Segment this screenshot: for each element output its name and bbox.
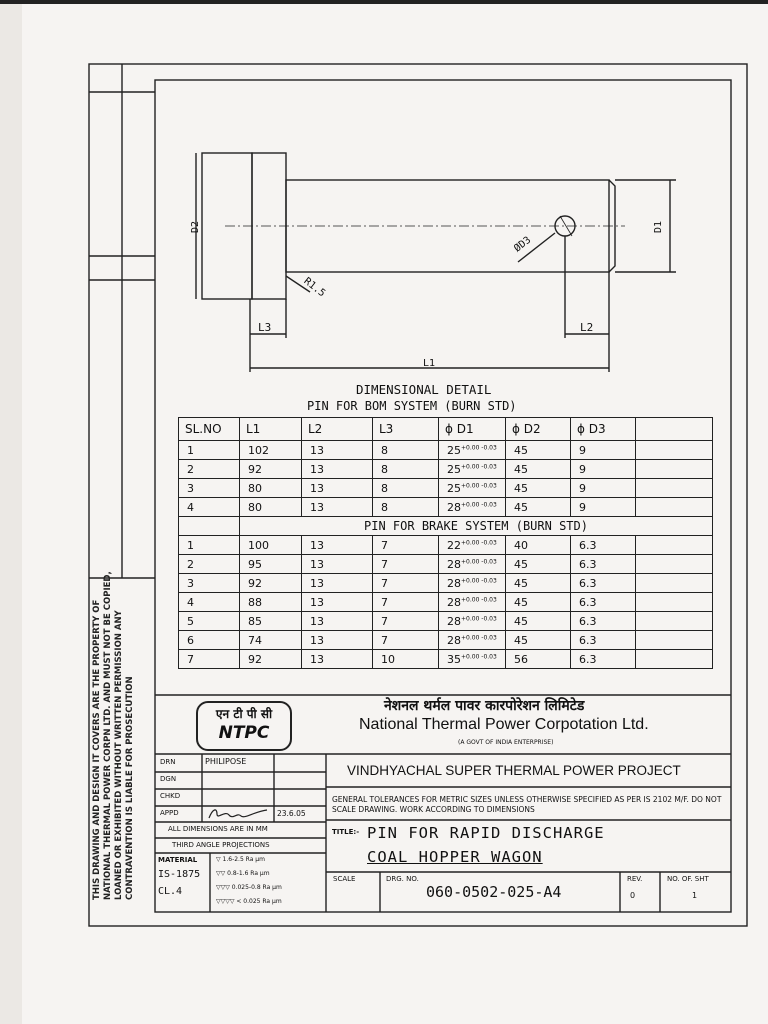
table-cell: 9 [571, 460, 636, 479]
table-cell: 7 [373, 536, 439, 555]
table-cell: 13 [302, 441, 373, 460]
dimensions-note: ALL DIMENSIONS ARE IN MM [168, 825, 268, 833]
table-cell: 8 [373, 441, 439, 460]
company-name-hindi: नेशनल थर्मल पावर कारपोरेशन लिमिटेड [384, 698, 585, 714]
table-cell: 56 [506, 650, 571, 669]
table-cell: 45 [506, 555, 571, 574]
spacer-cell [179, 517, 240, 536]
tolerance-mark: +0.00 -0.03 [461, 557, 497, 565]
table-cell: 13 [302, 612, 373, 631]
table-cell: 80 [240, 479, 302, 498]
table-cell [636, 574, 713, 593]
tolerance-mark: +0.00 -0.03 [461, 652, 497, 660]
table-cell: 6.3 [571, 536, 636, 555]
dim-l3-label: L3 [258, 321, 272, 334]
sheet-count-label: NO. OF. SHT [667, 875, 709, 883]
bom-system-heading: PIN FOR BOM SYSTEM (BURN STD) [307, 399, 517, 413]
table-cell: 7 [373, 612, 439, 631]
tolerance-mark: +0.00 -0.03 [461, 443, 497, 451]
logo-hindi: एन टी पी सी [215, 707, 273, 721]
table-cell: 13 [302, 650, 373, 669]
table-row [179, 460, 713, 479]
finish-2: ▽▽ 0.8-1.6 Ra µm [216, 870, 270, 877]
dgn-label: DGN [160, 775, 177, 783]
title-label: TITLE:- [332, 828, 360, 836]
drawing-number-label: DRG. NO. [386, 875, 419, 883]
table-cell: 13 [302, 631, 373, 650]
table-cell: 88 [240, 593, 302, 612]
col-header: SL.NO [179, 418, 240, 441]
table-cell: 9 [571, 479, 636, 498]
finish-1: ▽ 1.6-2.5 Ra µm [216, 856, 265, 863]
table-cell: 45 [506, 612, 571, 631]
table-cell: 45 [506, 460, 571, 479]
table-cell: 6 [179, 631, 240, 650]
dim-d1-label: D1 [653, 220, 665, 234]
table-cell: 100 [240, 536, 302, 555]
finish-4: ▽▽▽▽ < 0.025 Ra µm [216, 898, 282, 905]
table-cell: 13 [302, 536, 373, 555]
chkd-label: CHKD [160, 792, 181, 800]
table-row [179, 612, 713, 631]
table-cell: 9 [571, 441, 636, 460]
drawing-title-line2: COAL HOPPER WAGON [367, 848, 543, 866]
table-header-row [179, 418, 713, 441]
drn-value: PHILIPOSE [205, 757, 247, 766]
drn-label: DRN [160, 758, 176, 766]
logo-text: NTPC [218, 723, 270, 743]
dim-l1-label: L1 [423, 358, 436, 369]
dim-d3-label: ØD3 [512, 234, 534, 255]
table-cell: 6.3 [571, 631, 636, 650]
table-cell: 7 [373, 593, 439, 612]
rev-label: REV. [627, 875, 643, 883]
rev-value: 0 [630, 891, 636, 900]
radius-label: R1.5 [301, 275, 328, 300]
col-header: ϕ D1 [439, 418, 506, 441]
table-cell: 7 [373, 555, 439, 574]
table-cell [636, 650, 713, 669]
table-cell: 74 [240, 631, 302, 650]
dimensional-detail-heading: DIMENSIONAL DETAIL [356, 382, 492, 397]
table-cell: 6.3 [571, 593, 636, 612]
brake-system-heading: PIN FOR BRAKE SYSTEM (BURN STD) [240, 517, 713, 536]
col-header [636, 418, 713, 441]
col-header: ϕ D3 [571, 418, 636, 441]
table-cell: 80 [240, 498, 302, 517]
table-cell: 13 [302, 460, 373, 479]
dimension-table [178, 417, 713, 669]
material-value: IS-1875 [158, 869, 201, 880]
table-cell: 40 [506, 536, 571, 555]
table-cell: $22^{+0.00 -0.03}$ [439, 536, 506, 555]
col-header: L2 [302, 418, 373, 441]
table-cell [636, 631, 713, 650]
table-cell: $28^{+0.00 -0.03}$ [439, 555, 506, 574]
tolerance-mark: +0.00 -0.03 [461, 595, 497, 603]
table-cell: 8 [373, 479, 439, 498]
table-cell: 9 [571, 498, 636, 517]
table-cell: $28^{+0.00 -0.03}$ [439, 631, 506, 650]
general-tolerances: GENERAL TOLERANCES FOR METRIC SIZES UNLESS OTHERWISE SPECIFIED AS PER IS 2102 M/F. DO NOT SCALE DRAWING. WORK ACCORDING TO DIMENSIONS [332, 795, 722, 814]
table-cell: 7 [373, 574, 439, 593]
table-cell: 85 [240, 612, 302, 631]
table-cell: $25^{+0.00 -0.03}$ [439, 479, 506, 498]
table-cell: 45 [506, 574, 571, 593]
table-cell: 4 [179, 498, 240, 517]
table-cell: 6.3 [571, 574, 636, 593]
scale-label: SCALE [333, 875, 356, 883]
property-notice: THIS DRAWING AND DESIGN IT COVERS ARE THE PROPERTY OF NATIONAL THERMAL POWER CORPN LTD. AND MUST NOT BE COPIED, LOANED OR EXHIBITED WITHOUT WRITTEN PERMISSION ANY CONTRAVENTION IS LIABLE FOR PROSECUTION [92, 571, 135, 900]
table-row [179, 650, 713, 669]
table-cell: 45 [506, 631, 571, 650]
table-cell: $28^{+0.00 -0.03}$ [439, 593, 506, 612]
table-row [179, 479, 713, 498]
table-cell [636, 479, 713, 498]
table-row [179, 574, 713, 593]
dim-l2-label: L2 [580, 321, 594, 334]
drawing-title-line1: PIN FOR RAPID DISCHARGE [367, 824, 605, 842]
table-cell: 4 [179, 593, 240, 612]
table-cell: 13 [302, 498, 373, 517]
table-cell: $28^{+0.00 -0.03}$ [439, 574, 506, 593]
table-cell: 8 [373, 498, 439, 517]
table-cell: 2 [179, 460, 240, 479]
table-cell: 102 [240, 441, 302, 460]
drawing-number: 060-0502-025-A4 [426, 883, 562, 901]
table-row [179, 593, 713, 612]
table-cell: 7 [179, 650, 240, 669]
tolerance-mark: +0.00 -0.03 [461, 462, 497, 470]
ntpc-logo [196, 701, 292, 751]
col-header: L1 [240, 418, 302, 441]
table-cell [636, 555, 713, 574]
tolerance-mark: +0.00 -0.03 [461, 614, 497, 622]
table-cell: 3 [179, 479, 240, 498]
table-cell: 13 [302, 555, 373, 574]
table-row [179, 631, 713, 650]
table-cell: $25^{+0.00 -0.03}$ [439, 460, 506, 479]
table-cell: 13 [302, 593, 373, 612]
finish-3: ▽▽▽ 0.025-0.8 Ra µm [216, 884, 282, 891]
tolerance-mark: +0.00 -0.03 [461, 576, 497, 584]
table-cell: $25^{+0.00 -0.03}$ [439, 441, 506, 460]
table-cell: 92 [240, 460, 302, 479]
section-row [179, 517, 713, 536]
table-cell [636, 441, 713, 460]
material-label: MATERIAL [158, 856, 198, 864]
material-class: CL.4 [158, 886, 183, 897]
table-cell: 1 [179, 536, 240, 555]
sheet-count-value: 1 [692, 891, 698, 900]
appd-label: APPD [160, 809, 179, 817]
table-cell: 6.3 [571, 612, 636, 631]
tolerance-mark: +0.00 -0.03 [461, 500, 497, 508]
table-cell: 3 [179, 574, 240, 593]
appd-date: 23.6.05 [277, 809, 306, 818]
table-row [179, 441, 713, 460]
table-cell: 6.3 [571, 650, 636, 669]
table-cell [636, 612, 713, 631]
table-row [179, 555, 713, 574]
company-name: National Thermal Power Corpotation Ltd. [359, 716, 649, 733]
table-cell: $28^{+0.00 -0.03}$ [439, 498, 506, 517]
table-cell: 5 [179, 612, 240, 631]
table-cell: 1 [179, 441, 240, 460]
col-header: ϕ D2 [506, 418, 571, 441]
table-cell [636, 460, 713, 479]
approval-signature [205, 806, 271, 822]
table-cell: 2 [179, 555, 240, 574]
table-cell: 7 [373, 631, 439, 650]
table-cell: 10 [373, 650, 439, 669]
table-cell: 45 [506, 498, 571, 517]
table-cell: 45 [506, 479, 571, 498]
table-cell [636, 498, 713, 517]
table-cell [636, 593, 713, 612]
tolerance-mark: +0.00 -0.03 [461, 481, 497, 489]
table-cell: $28^{+0.00 -0.03}$ [439, 612, 506, 631]
table-cell [636, 536, 713, 555]
projection-note: THIRD ANGLE PROJECTIONS [172, 841, 270, 849]
table-cell: 45 [506, 441, 571, 460]
table-row [179, 498, 713, 517]
col-header: L3 [373, 418, 439, 441]
table-cell: 13 [302, 574, 373, 593]
table-cell: 6.3 [571, 555, 636, 574]
table-cell: 92 [240, 650, 302, 669]
tolerance-mark: +0.00 -0.03 [461, 538, 497, 546]
table-cell: $35^{+0.00 -0.03}$ [439, 650, 506, 669]
table-cell: 45 [506, 593, 571, 612]
table-row [179, 536, 713, 555]
table-cell: 8 [373, 460, 439, 479]
dim-d2-label: D2 [190, 220, 202, 234]
table-cell: 13 [302, 479, 373, 498]
table-cell: 92 [240, 574, 302, 593]
table-cell: 95 [240, 555, 302, 574]
govt-enterprise: (A GOVT OF INDIA ENTERPRISE) [458, 739, 554, 746]
project-name: VINDHYACHAL SUPER THERMAL POWER PROJECT [347, 763, 681, 778]
tolerance-mark: +0.00 -0.03 [461, 633, 497, 641]
